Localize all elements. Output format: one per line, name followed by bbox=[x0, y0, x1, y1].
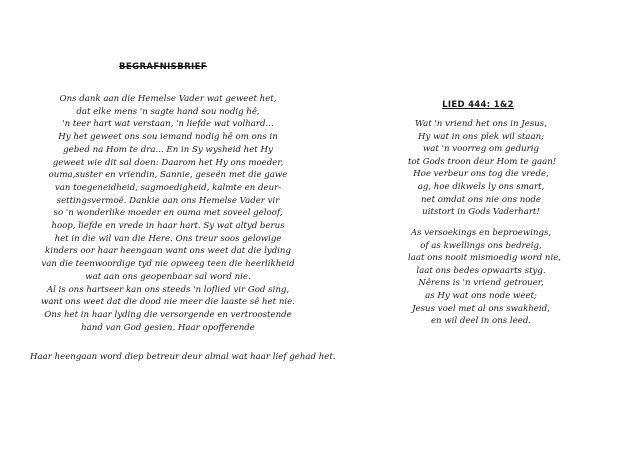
tribute-line: dat elke mens 'n sagte hand sou nodig hê, bbox=[76, 106, 260, 117]
tribute-line: kinders oor haar heengaan want ons weet dat die lyding bbox=[45, 246, 291, 257]
tribute-line: geweet wie dit sal doen: Daarom het Hy ons moeder, bbox=[52, 157, 284, 168]
tribute-line: Ons dank aan die Hemelse Vader wat geweet het, bbox=[59, 94, 277, 104]
verse-line: ag, hoe dikwels ly ons smart, bbox=[417, 181, 545, 192]
verse-line: net omdat ons nie ons node bbox=[420, 194, 542, 205]
verse-line: tot Gods troon deur Hom te gaan! bbox=[408, 156, 557, 167]
tribute-line: ouma,suster en vriendin, Sannie, geseën met die gawe bbox=[48, 170, 288, 181]
tribute-line: Ons het in haar lyding die versorgende en vertroostende bbox=[44, 309, 292, 320]
footer-line: Haar heengaan word diep betreur deur almal wat haar lief gehad het. bbox=[30, 352, 336, 362]
tribute-line: 'n teer hart wat verstaan, 'n liefde wat volhard... bbox=[62, 119, 274, 130]
tribute-line: van toegeneidheid, sagmoedigheid, kalmte en deur- bbox=[54, 182, 282, 193]
verse-line: en wil deel in ons leed. bbox=[430, 316, 532, 327]
tribute-line: het in die wil van die Here. Ons treur soos gelowige bbox=[54, 233, 282, 244]
verse-line: Jesus voel met al ons swakheid, bbox=[412, 303, 550, 314]
tribute-line: settingsvermoë. Dankie aan ons Hemelse Vader vir bbox=[56, 195, 280, 206]
tribute-line: want ons weet dat die dood nie meer die laaste sê het nie. bbox=[41, 297, 295, 308]
verse-line: Nêrens is 'n vriend getrouer, bbox=[418, 278, 544, 289]
tribute-line: hoop, liefde en vrede in haar hart. Sy wat altyd berus bbox=[51, 221, 285, 232]
tribute-line: hand van God gesien. Haar opofferende bbox=[81, 322, 255, 333]
tribute-line: gebed na Hom te dra... En in Sy wysheid het Hy bbox=[63, 144, 273, 155]
verse-line: laat ons bedes opwaarts styg. bbox=[416, 265, 546, 276]
tribute-text bbox=[22, 93, 314, 334]
tribute-line: van die teenwoordige tyd nie opweeg teen die heerlikheid bbox=[41, 259, 295, 270]
verse-line: Hoe verbeur ons tog die vrede, bbox=[413, 169, 549, 180]
verse-line: Wat 'n vriend het ons in Jesus, bbox=[415, 119, 547, 129]
left-heading: BEGRAFNISBRIEF bbox=[119, 62, 207, 72]
hymn-verse-1 bbox=[408, 118, 557, 219]
tribute-line: wat aan ons geopenbaar sal word nie. bbox=[85, 271, 251, 282]
verse-line: as Hy wat ons node weet; bbox=[425, 290, 537, 301]
verse-line: wat 'n voorreg om gedurig bbox=[422, 144, 540, 155]
verse-line: uitstort in Gods Vaderhart! bbox=[422, 207, 540, 218]
verse-line: Hy wat in ons plek wil staan; bbox=[417, 131, 544, 142]
verse-line: laat ons nooit mismoedig word nie, bbox=[408, 253, 562, 264]
tribute-line: Al is ons hartseer kan ons steeds 'n loflied vir God sing, bbox=[46, 284, 290, 295]
verse-line: of as kwellings ons bedreig, bbox=[420, 240, 542, 251]
tribute-line: Hy het geweet ons sou iemand nodig hê om ons in bbox=[58, 132, 278, 143]
hymn-heading: LIED 444: 1&2 bbox=[442, 100, 514, 110]
tribute-line: so 'n wonderlike moeder en ouma met soveel geloof, bbox=[53, 208, 283, 219]
verse-line: As versoekings en beproewings, bbox=[410, 228, 552, 238]
hymn-verse-2 bbox=[408, 227, 562, 328]
